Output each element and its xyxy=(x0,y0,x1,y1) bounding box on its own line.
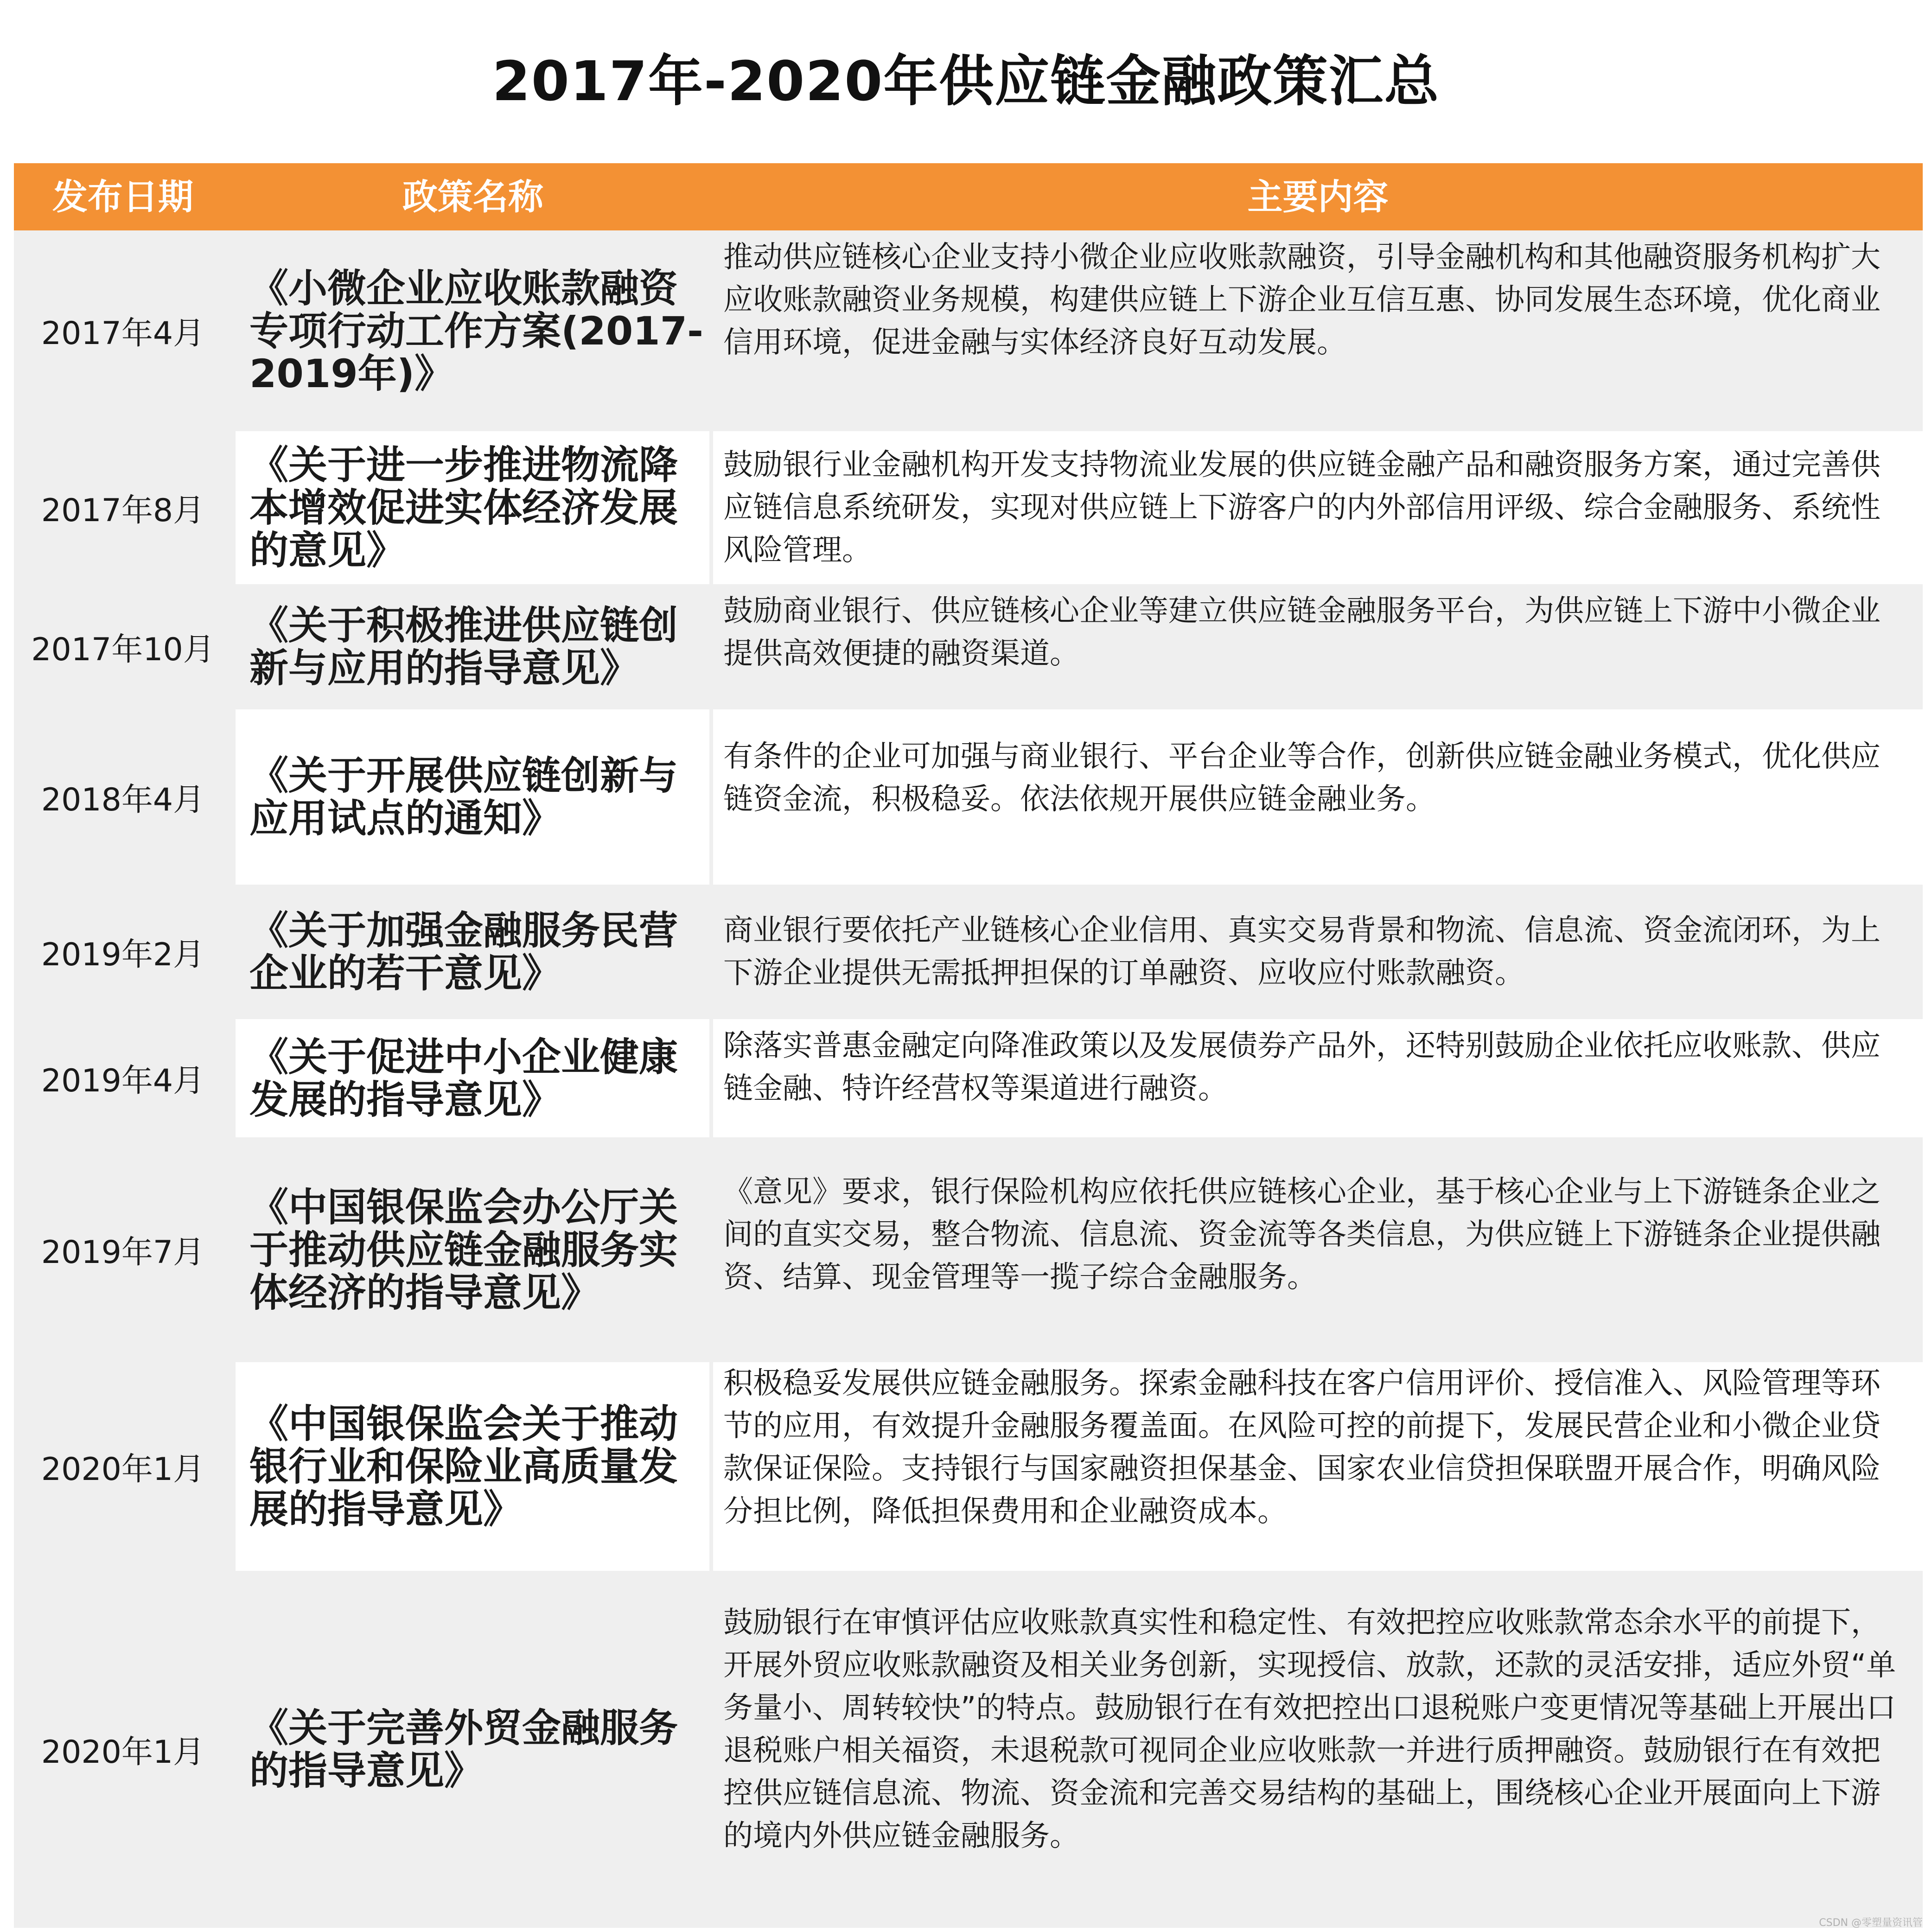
row-date: 2017年4月 xyxy=(41,315,205,352)
table-row xyxy=(14,1019,1923,1137)
row-policy-name: 《关于进一步推进物流降本增效促进实体经济发展的意见》 xyxy=(236,431,709,584)
row-policy-name: 《小微企业应收账款融资专项行动工作方案(2017-2019年)》 xyxy=(249,265,704,396)
watermark: CSDN @零塑量资讯管 xyxy=(1819,1917,1923,1929)
row-policy-name: 《关于加强金融服务民营企业的若干意见》 xyxy=(249,908,678,996)
row-date: 2017年10月 xyxy=(31,631,215,668)
column-divider xyxy=(709,1362,713,1571)
row-content: 鼓励银行业金融机构开发支持物流业发展的供应链金融产品和融资服务方案，通过完善供应链信息系统研发，实现对供应链上下游客户的内外部信用评级、综合金融服务、系统性风险管理。 xyxy=(713,431,1923,584)
row-date: 2017年8月 xyxy=(14,431,232,584)
column-divider xyxy=(709,709,713,885)
header-date: 发布日期 xyxy=(52,176,193,217)
column-divider xyxy=(709,1019,713,1137)
row-content: 除落实普惠金融定向降准政策以及发展债券产品外，还特别鼓励企业依托应收账款、供应链金融、特许经营权等渠道进行融资。 xyxy=(713,1019,1923,1137)
row-date: 2018年4月 xyxy=(14,709,232,885)
row-date: 2019年7月 xyxy=(41,1234,205,1271)
header-content: 主要内容 xyxy=(1247,176,1389,217)
table-row xyxy=(14,885,1923,1019)
row-date: 2019年4月 xyxy=(14,1019,232,1137)
table-header xyxy=(14,163,1923,230)
row-date: 2020年1月 xyxy=(41,1734,205,1771)
row-content: 推动供应链核心企业支持小微企业应收账款融资，引导金融机构和其他融资服务机构扩大应收账款融资业务规模，构建供应链上下游企业互信互惠、协同发展生态环境，优化商业信用环境，促进金融与实体经济良好互动发展。 xyxy=(723,240,1881,360)
column-divider xyxy=(232,1362,236,1571)
row-policy-name: 《关于促进中小企业健康发展的指导意见》 xyxy=(236,1019,709,1137)
table-row xyxy=(14,709,1923,885)
column-divider xyxy=(232,709,236,885)
row-policy-name: 《关于积极推进供应链创新与应用的指导意见》 xyxy=(249,603,678,691)
row-date: 2020年1月 xyxy=(14,1362,232,1571)
column-divider xyxy=(232,431,236,584)
row-date: 2019年2月 xyxy=(41,936,205,973)
column-divider xyxy=(709,431,713,584)
row-policy-name: 《中国银保监会关于推动银行业和保险业高质量发展的指导意见》 xyxy=(236,1362,709,1571)
table-row xyxy=(14,1571,1923,1928)
row-policy-name: 《关于完善外贸金融服务的指导意见》 xyxy=(249,1705,678,1793)
table-row xyxy=(14,431,1923,584)
row-content: 积极稳妥发展供应链金融服务。探索金融科技在客户信用评价、授信准入、风险管理等环节的应用，有效提升金融服务覆盖面。在风险可控的前提下，发展民营企业和小微企业贷款保证保险。支持银行与国家融资担保基金、国家农业信贷担保联盟开展合作，明确风险分担比例，降低担保费用和企业融资成本。 xyxy=(713,1362,1923,1571)
row-content: 《意见》要求，银行保险机构应依托供应链核心企业，基于核心企业与上下游链条企业之间的直实交易，整合物流、信息流、资金流等各类信息，为供应链上下游链条企业提供融资、结算、现金管理等一揽子综合金融服务。 xyxy=(723,1175,1881,1294)
table-row xyxy=(14,584,1923,709)
table-row xyxy=(14,1137,1923,1362)
column-divider xyxy=(232,1019,236,1137)
table-row xyxy=(14,1362,1923,1571)
row-content: 鼓励商业银行、供应链核心企业等建立供应链金融服务平台，为供应链上下游中小微企业提供高效便捷的融资渠道。 xyxy=(723,594,1881,671)
header-name: 政策名称 xyxy=(402,176,543,217)
row-policy-name: 《中国银保监会办公厅关于推动供应链金融服务实体经济的指导意见》 xyxy=(249,1184,678,1315)
row-policy-name: 《关于开展供应链创新与应用试点的通知》 xyxy=(236,709,709,885)
row-content: 商业银行要依托产业链核心企业信用、真实交易背景和物流、信息流、资金流闭环，为上下游企业提供无需抵押担保的订单融资、应收应付账款融资。 xyxy=(723,913,1881,990)
page-title: 2017年-2020年供应链金融政策汇总 xyxy=(492,49,1440,113)
table-row xyxy=(14,230,1923,431)
row-content: 鼓励银行在审慎评估应收账款真实性和稳定性、有效把控应收账款常态余水平的前提下，开展外贸应收账款融资及相关业务创新，实现授信、放款，还款的灵活安排，适应外贸“单务量小、周转较快”的特点。鼓励银行在有效把控出口退税账户变更情况等基础上开展出口退税账户相关福资，未退税款可视同企业应收账款一并进行质押融资。鼓励银行在有效把控供应链信息流、物流、资金流和完善交易结构的基础上，围绕核心企业开展面向上下游的境内外供应链金融服务。 xyxy=(723,1606,1896,1853)
row-content: 有条件的企业可加强与商业银行、平台企业等合作，创新供应链金融业务模式，优化供应链资金流，积极稳妥。依法依规开展供应链金融业务。 xyxy=(713,709,1923,885)
